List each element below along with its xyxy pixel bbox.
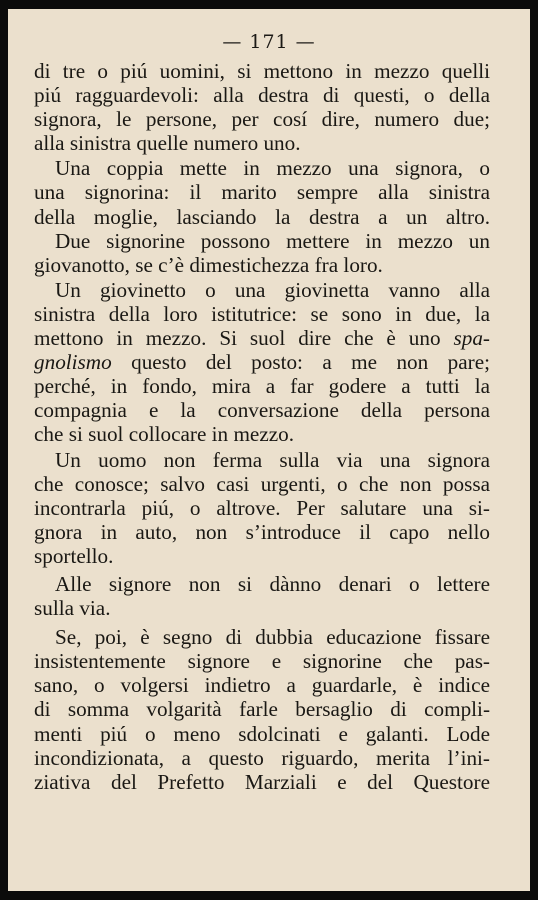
text-line: Un uomo non ferma sulla via una signora: [55, 447, 490, 472]
paragraph-2: [34, 156, 490, 228]
italic-word: gnolismo: [34, 350, 112, 375]
text-line: giovanotto, se c’è dimestichezza fra loro.: [34, 252, 383, 277]
body-text: [34, 59, 490, 794]
text-line: gnora in auto, non s’introduce il capo nello: [34, 519, 490, 544]
text-line: menti piú o meno sdolcinati e galanti. Lode: [34, 721, 490, 746]
paragraph-3: [34, 229, 490, 277]
text-line: Un giovinetto o una giovinetta vanno alla: [55, 277, 490, 302]
text-line: [34, 350, 490, 374]
paragraph-6: [34, 572, 490, 620]
text-line: insistentemente signore e signorine che pas-: [34, 649, 490, 674]
paragraph-7: [34, 625, 490, 794]
text-line: [34, 326, 490, 350]
text-line: compagnia e la conversazione della persona: [34, 398, 490, 423]
italic-word: spa-: [453, 326, 490, 351]
text-line: che si suol collocare in mezzo.: [34, 422, 295, 447]
text-line: di somma volgarità farle bersaglio di compli-: [34, 697, 490, 722]
text-line: della moglie, lasciando la destra a un altro.: [34, 204, 490, 229]
text-line: di tre o piú uomini, si mettono in mezzo quelli: [34, 59, 490, 83]
text-line: ziativa del Prefetto Marziali e del Questore: [34, 769, 490, 794]
text-line: incondizionata, a questo riguardo, merita l’ini-: [34, 745, 490, 770]
text-line: una signorina: il marito sempre alla sinistra: [34, 180, 490, 205]
book-page: [8, 9, 530, 891]
page-number: — 171 —: [222, 31, 316, 53]
text-line: Alle signore non si dànno denari o lettere: [55, 571, 490, 596]
text-line: Una coppia mette in mezzo una signora, o: [55, 156, 490, 181]
text-line: sano, o volgersi indietro a guardarle, è indice: [34, 673, 490, 698]
text-line: sportello.: [34, 543, 114, 568]
text-line: sulla via.: [34, 596, 111, 621]
text-line: incontrarla piú, o altrove. Per salutare una si-: [34, 495, 490, 520]
text-line: signora, le persone, per cosí dire, numero due;: [34, 107, 490, 132]
text-segment: mettono in mezzo. Si suol dire che è uno: [34, 326, 454, 351]
text-line: che conosce; salvo casi urgenti, o che non possa: [34, 471, 490, 496]
paragraph-5: [34, 448, 490, 568]
paragraph-1: [34, 59, 490, 155]
text-line: sinistra della loro istitutrice: se sono in due, la: [34, 301, 490, 326]
text-line: Se, poi, è segno di dubbia educazione fissare: [55, 625, 490, 650]
paragraph-4: [34, 278, 490, 447]
text-segment: questo del posto: a me non pare;: [111, 350, 490, 375]
text-line: perché, in fondo, mira a far godere a tutti la: [34, 374, 490, 399]
text-line: Due signorine possono mettere in mezzo un: [55, 228, 490, 253]
text-line: piú ragguardevoli: alla destra di questi, o della: [34, 83, 490, 108]
text-line: alla sinistra quelle numero uno.: [34, 131, 301, 156]
